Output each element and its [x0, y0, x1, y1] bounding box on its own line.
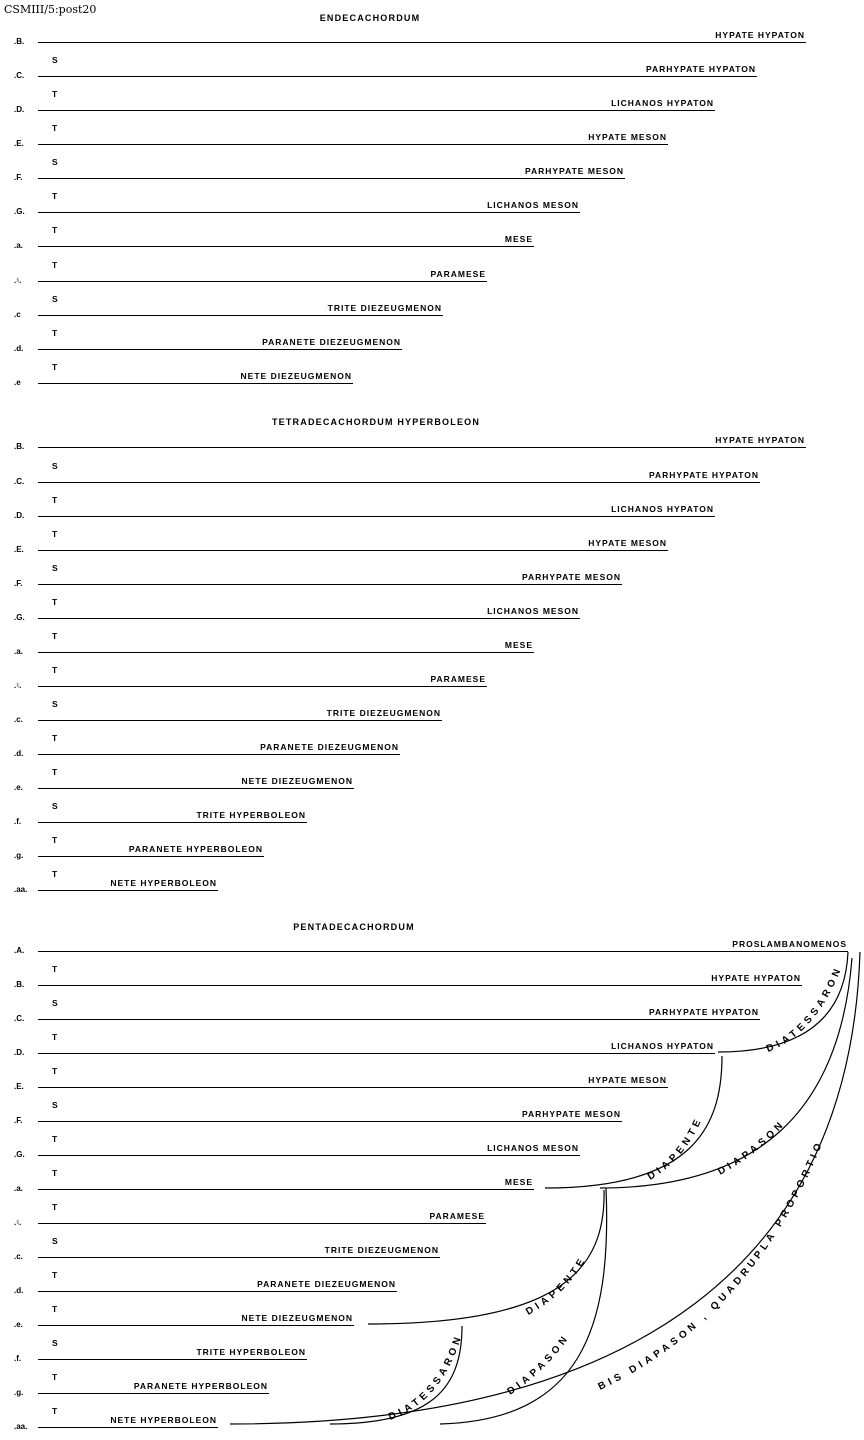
string-name: HYPATE HYPATON	[715, 435, 805, 445]
interval-mark: T	[52, 362, 58, 372]
note-letter: .aa.	[14, 1422, 28, 1431]
note-letter: .e.	[14, 1320, 23, 1329]
string-name: LICHANOS MESON	[487, 200, 579, 210]
page-identifier: CSMIII/5:post20	[4, 3, 97, 16]
string-name: PARHYPATE HYPATON	[645, 64, 756, 74]
string-name: LICHANOS MESON	[487, 1143, 579, 1153]
string-name: LICHANOS HYPATON	[611, 504, 714, 514]
note-letter: .E.	[14, 545, 24, 554]
string-name: HYPATE MESON	[588, 132, 667, 142]
string-name: PARANETE HYPERBOLEON	[128, 844, 263, 854]
note-letter: .D.	[14, 105, 25, 114]
interval-mark: T	[52, 191, 58, 201]
note-letter: .a.	[14, 647, 23, 656]
string-name: HYPATE MESON	[588, 1075, 667, 1085]
interval-mark: T	[52, 665, 58, 675]
interval-mark: T	[52, 1304, 58, 1314]
string-name: NETE HYPERBOLEON	[110, 1415, 217, 1425]
section-title-tetradecachordum: TETRADECACHORDUM HYPERBOLEON	[271, 417, 481, 427]
label-diapason-lower: DIAPASON	[505, 1331, 573, 1398]
string-name: TRITE DIEZEUGMENON	[327, 303, 442, 313]
note-letter: .d.	[14, 1286, 24, 1295]
string-name: NETE HYPERBOLEON	[110, 878, 217, 888]
string-name: LICHANOS MESON	[487, 606, 579, 616]
note-letter: .f.	[14, 817, 22, 826]
note-letter: .e.	[14, 783, 23, 792]
interval-mark: S	[52, 1236, 58, 1246]
note-letter: .f.	[14, 1354, 22, 1363]
string-name: PARANETE DIEZEUGMENON	[257, 1279, 396, 1289]
string-name: LICHANOS HYPATON	[611, 98, 714, 108]
note-letter: .c	[14, 310, 21, 319]
note-letter: .d.	[14, 749, 24, 758]
note-letter: .F.	[14, 1116, 23, 1125]
note-letter: .B.	[14, 37, 25, 46]
note-letter: .a.	[14, 241, 23, 250]
interval-mark: T	[52, 964, 58, 974]
interval-mark: T	[52, 1202, 58, 1212]
interval-mark: T	[52, 597, 58, 607]
interval-mark: T	[52, 835, 58, 845]
label-diapente-lower: DIAPENTE	[524, 1254, 590, 1318]
note-letter: .G.	[14, 207, 25, 216]
note-letter: .c.	[14, 715, 23, 724]
note-letter: .G.	[14, 613, 25, 622]
interval-mark: T	[52, 1032, 58, 1042]
string-name: PARANETE DIEZEUGMENON	[262, 337, 401, 347]
note-letter: .g.	[14, 1388, 24, 1397]
note-letter: .C.	[14, 1014, 25, 1023]
interval-mark: S	[52, 1338, 58, 1348]
interval-mark: S	[52, 55, 58, 65]
interval-mark: S	[52, 157, 58, 167]
string-name: NETE DIEZEUGMENON	[241, 1313, 353, 1323]
string-name: TRITE DIEZEUGMENON	[324, 1245, 439, 1255]
interval-mark: S	[52, 294, 58, 304]
string-name: PARHYPATE MESON	[521, 572, 621, 582]
string-name: TRITE DIEZEUGMENON	[326, 708, 441, 718]
note-letter: .F.	[14, 579, 23, 588]
string-name: PARANETE DIEZEUGMENON	[260, 742, 399, 752]
interval-mark: T	[52, 529, 58, 539]
label-bis-diapason: BIS DIAPASON , QUADRUPLA PROPORTIO	[596, 1138, 826, 1393]
note-letter: .F.	[14, 173, 23, 182]
label-diatessaron-upper: DIATESSARON	[764, 964, 845, 1055]
interval-mark: S	[52, 1100, 58, 1110]
note-letter: .♮.	[14, 681, 22, 690]
string-name: MESE	[504, 1177, 533, 1187]
interval-mark: T	[52, 495, 58, 505]
string-name: NETE DIEZEUGMENON	[241, 776, 353, 786]
interval-mark: T	[52, 1406, 58, 1416]
label-diapason-upper: DIAPASON	[716, 1117, 789, 1178]
interval-mark: S	[52, 461, 58, 471]
interval-mark: T	[52, 89, 58, 99]
string-name: PARAMESE	[430, 269, 486, 279]
interval-mark: T	[52, 260, 58, 270]
note-letter: .D.	[14, 1048, 25, 1057]
interval-mark: T	[52, 631, 58, 641]
interval-mark: T	[52, 328, 58, 338]
note-letter: .C.	[14, 477, 25, 486]
note-letter: .B.	[14, 980, 25, 989]
note-letter: .c.	[14, 1252, 23, 1261]
note-letter: .e	[14, 378, 21, 387]
label-diapente-upper: DIAPENTE	[645, 1114, 706, 1183]
note-letter: .C.	[14, 71, 25, 80]
note-letter: .D.	[14, 511, 25, 520]
interval-mark: T	[52, 767, 58, 777]
string-name: TRITE HYPERBOLEON	[196, 810, 306, 820]
interval-mark: T	[52, 1168, 58, 1178]
note-letter: .a.	[14, 1184, 23, 1193]
interval-mark: S	[52, 801, 58, 811]
interval-mark: S	[52, 998, 58, 1008]
note-letter: .E.	[14, 1082, 24, 1091]
interval-mark: T	[52, 225, 58, 235]
section-title-pentadecachordum: PENTADECACHORDUM	[293, 922, 415, 932]
string-name: PROSLAMBANOMENOS	[732, 939, 847, 949]
arc-diapente-lower	[368, 1190, 604, 1324]
interval-mark: T	[52, 1372, 58, 1382]
interval-mark: T	[52, 123, 58, 133]
string-name: TRITE HYPERBOLEON	[196, 1347, 306, 1357]
string-name: PARHYPATE MESON	[521, 1109, 621, 1119]
note-letter: .g.	[14, 851, 24, 860]
interval-mark: T	[52, 1066, 58, 1076]
interval-mark: T	[52, 1270, 58, 1280]
interval-mark: S	[52, 699, 58, 709]
note-letter: .E.	[14, 139, 24, 148]
note-letter: .d.	[14, 344, 24, 353]
string-name: PARHYPATE HYPATON	[648, 470, 759, 480]
string-name: PARANETE HYPERBOLEON	[133, 1381, 268, 1391]
interval-mark: T	[52, 1134, 58, 1144]
string-name: HYPATE HYPATON	[715, 30, 805, 40]
interval-mark: T	[52, 869, 58, 879]
section-title-endecachordum: ENDECACHORDUM	[319, 13, 421, 23]
note-letter: .G.	[14, 1150, 25, 1159]
string-name: PARHYPATE HYPATON	[648, 1007, 759, 1017]
string-name: HYPATE HYPATON	[711, 973, 801, 983]
note-letter: .B.	[14, 442, 25, 451]
label-diatessaron-lower: DIATESSARON	[386, 1332, 465, 1423]
string-name: NETE DIEZEUGMENON	[240, 371, 352, 381]
string-name: PARHYPATE MESON	[524, 166, 624, 176]
note-letter: .aa.	[14, 885, 28, 894]
interval-mark: T	[52, 733, 58, 743]
interval-mark: S	[52, 563, 58, 573]
string-name: PARAMESE	[430, 674, 486, 684]
note-letter: .♮.	[14, 1218, 22, 1227]
note-letter: .A.	[14, 946, 25, 955]
string-name: HYPATE MESON	[588, 538, 667, 548]
string-name: MESE	[504, 640, 533, 650]
string-name: MESE	[504, 234, 533, 244]
string-name: PARAMESE	[429, 1211, 485, 1221]
note-letter: .♮.	[14, 276, 22, 285]
string-name: LICHANOS HYPATON	[611, 1041, 714, 1051]
